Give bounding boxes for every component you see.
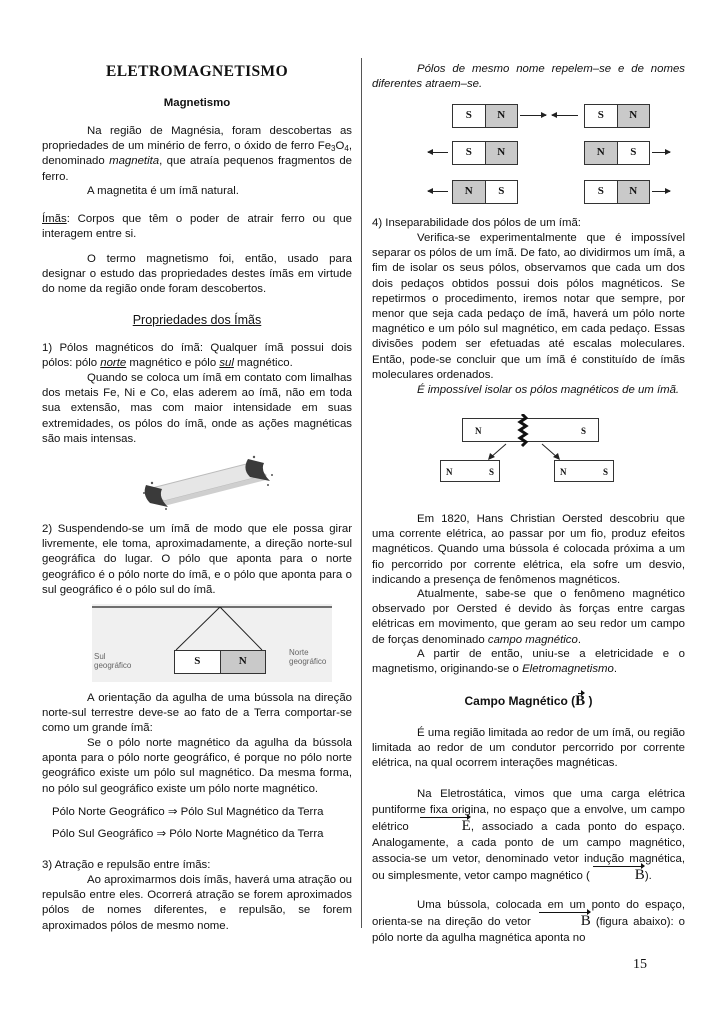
row1-arrow-right	[520, 115, 546, 116]
prop1-limalhas: Quando se coloca um ímã em contato com limalhas dos metais Fe, Ni e Co, elas aderem ao ímã, não em toda sua extensão, mas com maior intensidade em suas extremidades, os pólos do ímã, onde as ações magnéticas são mais intensas.	[42, 372, 352, 445]
magnet-filings-illustration	[138, 445, 278, 515]
bussola-paragraph: Uma bússola, colocada em um ponto do espaço, orienta-se na direção do vetor B (figura abaixo): o pólo norte da agulha magnética aponta no	[372, 899, 686, 944]
row1-magnet-b: S N	[584, 104, 650, 128]
prop1-paragraph: 1) Pólos magnéticos do ímã: Qualquer ímã possui dois pólos: pólo norte magnético e pólo sul magnético.	[42, 342, 352, 370]
fig-magnet-filings	[138, 445, 278, 515]
row2-magnet-a: S N	[452, 141, 518, 165]
row1-arrow-left	[552, 115, 578, 116]
campo-eletrico-paragraph: Na Eletrostática, vimos que uma carga elétrica puntiforme fixa origina, no espaço que a envolve, um campo elétrico E, associado a cada ponto do espaço. Analogamente, a cada ponto de um campo magnético, associa-se um vetor, denominado vetor indução magnética, ou simplesmente, vetor campo magnético ( B).	[372, 788, 685, 883]
suspended-magnet	[174, 650, 266, 674]
inseparabilidade-paragraph: Verifica-se experimentalmente que é impossível separar os pólos de um ímã. De fato, ao dividirmos um ímã, a fim de isolar os seus pólos, observamos que cada um dos dois pedaços obtidos possui dois pólos magnéticos. Se repetirmos o procedimento, iremos notar que sempre, por menor que seja cada pedaço de ímã, haverá um pólo norte magnético e um pólo sul magnético, em cada pedaço. Essas divisões podem ser efetuadas até escalas moleculares. Então, pode-se concluir que um ímã é constituído de ímãs moleculares ordenados.	[372, 232, 685, 381]
oersted-paragraph: Em 1820, Hans Christian Oersted descobriu que uma corrente elétrica, ao passar por um fio, produz efeitos magnéticos. Quando uma bússola é colocada próxima a um fio percorrido por corrente elétrica, ela sofre um desvio, indicando a presença de fenômenos magnéticos.	[372, 513, 685, 586]
label-norte-geografico: Norte geográfico	[289, 648, 327, 666]
row2-magnet-b: N S	[584, 141, 650, 165]
label-sul-geografico: Sul geográfico	[94, 652, 132, 670]
fig-attraction-repulsion	[420, 100, 670, 210]
row3-arrow-left	[428, 191, 448, 192]
prop3-title: 3) Atração e repulsão entre ímãs:	[42, 859, 211, 871]
campo-magnetico-heading: Campo Magnético (B )	[464, 693, 593, 709]
inseparabilidade-title: 4) Inseparabilidade dos pólos de um ímã:	[372, 217, 581, 229]
suspension-strings	[92, 604, 332, 688]
orientacao-paragraph: A orientação da agulha de uma bússola na direção norte-sul terrestre deve-se ao fato de a Terra comportar-se como um grande ímã:	[42, 692, 352, 735]
vector-b-symbol-3: B	[536, 913, 591, 929]
fig-suspended-magnet	[92, 604, 332, 688]
campo-definition: É uma região limitada ao redor de um ímã, ou região limitada ao redor de um condutor percorrido por corrente elétrica, na qual ocorrem interações magnéticas.	[372, 727, 685, 770]
fig-broken-magnet	[432, 414, 622, 486]
relation-1: Pólo Norte Geográfico ⇒ Pólo Sul Magnético da Terra	[52, 806, 324, 818]
whole-magnet: N S	[462, 418, 599, 442]
termo-paragraph: O termo magnetismo foi, então, usado para designar o estudo das propriedades destes ímãs em virtude do nome da região onde foram descobertos.	[42, 253, 352, 296]
row3-magnet-a: N S	[452, 180, 518, 204]
page-title: ELETROMAGNETISMO	[105, 63, 289, 80]
terra-ima-paragraph: Se o pólo norte magnético da agulha da bússola aponta para o pólo norte geográfico, é porque no pólo norte geográfico existe um pólo sul magnético. Da mesma forma, no pólo sul geográfico existe um pólo norte magnético.	[42, 737, 352, 795]
intro-paragraph: Na região de Magnésia, foram descobertas as propriedades de um minério de ferro, o óxido de ferro $Fe_3O_4$, denominado magnetita, que atraía pequenos fragmentos de ferro.	[42, 125, 352, 183]
imas-definition: Ímãs: Corpos que têm o poder de atrair ferro ou que interagem entre si.	[42, 213, 352, 241]
piece-magnet-right: N S	[554, 460, 614, 482]
inseparabilidade-conclusion: É impossível isolar os pólos magnéticos de um ímã.	[417, 384, 680, 396]
page-number: 15	[633, 957, 647, 972]
eletromagnetismo-paragraph: A partir de então, uniu-se a eletricidade e o magnetismo, originando-se o Eletromagnetismo.	[372, 648, 685, 676]
piece-magnet-left: N S	[440, 460, 500, 482]
poles-rule: Pólos de mesmo nome repelem–se e de nomes diferentes atraem–se.	[372, 63, 685, 91]
oersted-forces-paragraph: Atualmente, sabe-se que o fenômeno magnético observado por Oersted é devido às forças entre cargas elétricas em movimento, que geram ao seu redor um campo de forças denominado campo magnético.	[372, 588, 685, 646]
intro-magnetita: A magnetita é um ímã natural.	[87, 185, 239, 197]
row1-magnet-a: S N	[452, 104, 518, 128]
prop2-paragraph: 2) Suspendendo-se um ímã de modo que ele possa girar livremente, ele toma, aproximadamente, a direção norte-sul geográfica do lugar. O pólo que aponta para o norte geográfico é o pólo norte do ímã, e o pólo que aponta para o sul geográfico é o pólo sul do ímã.	[42, 523, 352, 596]
row2-arrow-left	[428, 152, 448, 153]
vector-b-symbol: B	[575, 693, 586, 709]
row3-arrow-right	[652, 191, 670, 192]
row3-magnet-b: S N	[584, 180, 650, 204]
pole-n: N	[221, 651, 266, 673]
vector-e-symbol: E	[417, 818, 471, 834]
prop3-paragraph: Ao aproximarmos dois ímãs, haverá uma atração ou repulsão entre eles. Ocorrerá atração se forem aproximados pólos de nomes diferentes, e repulsão, se forem aproximados pólos de mesmo nome.	[42, 874, 352, 932]
pole-s: S	[175, 651, 221, 673]
relation-2: Pólo Sul Geográfico ⇒ Pólo Norte Magnético da Terra	[52, 828, 324, 840]
section-heading-propriedades: Propriedades dos Ímãs	[132, 313, 262, 327]
row2-arrow-right	[652, 152, 670, 153]
vector-b-symbol-2: B	[590, 867, 645, 883]
column-divider	[361, 58, 362, 928]
subtitle-magnetismo: Magnetismo	[163, 97, 231, 109]
